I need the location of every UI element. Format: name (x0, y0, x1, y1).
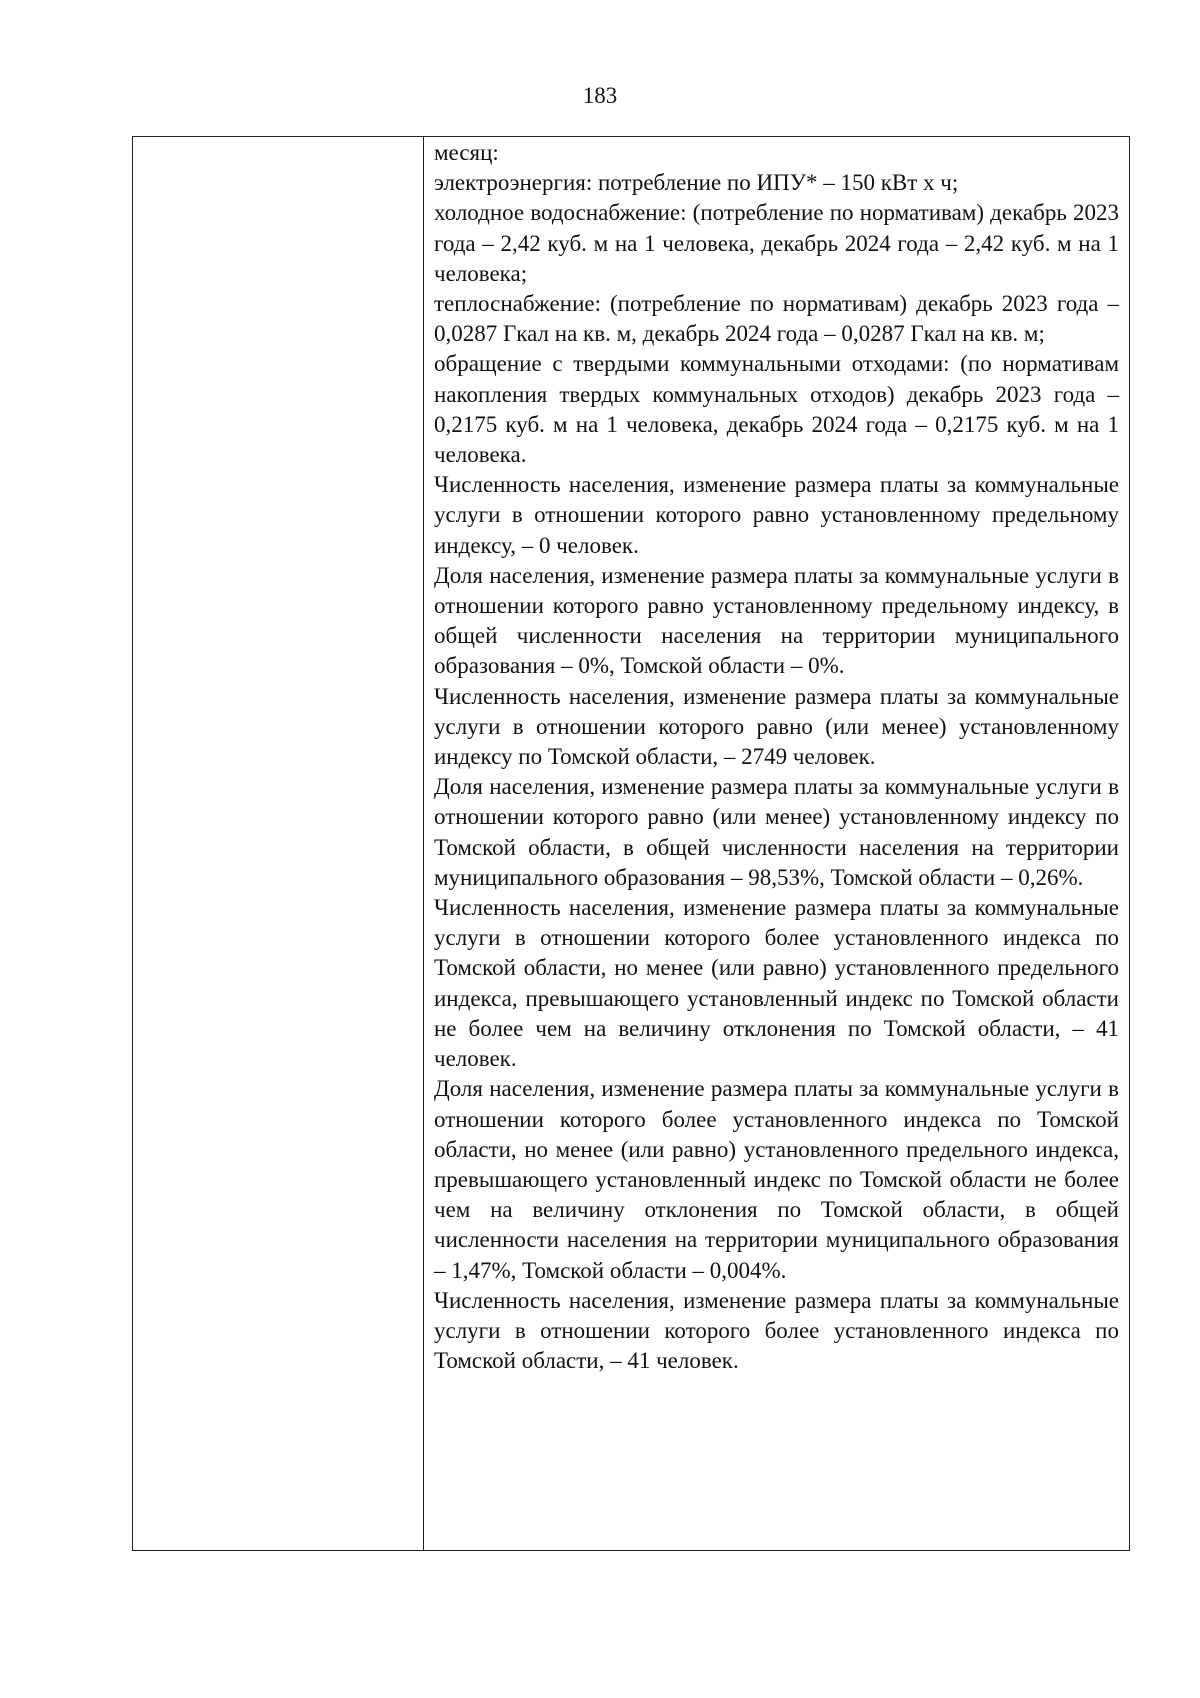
paragraph: теплоснабжение: (потребление по нормативам) декабрь 2023 года – 0,0287 Гкал на кв. м, декабрь 2024 года – 0,0287 Гкал на кв. м; (434, 291, 1119, 347)
paragraph: Доля населения, изменение размера платы за коммунальные услуги в отношении которого более установленного индекса по Томской области, но менее (или равно) установленного предельного индекса, превышающего установленный индекс по Томской области не более чем на величину отклонения по Томской области, в общей численности населения на территории муниципального образования – 1,47%, Томской области – 0,004%. (434, 1076, 1119, 1283)
paragraph: Доля населения, изменение размера платы за коммунальные услуги в отношении которого равно (или менее) установленному индексу по Томской области, в общей численности населения на территории муниципального образования – 98,53%, Томской области – 0,26%. (434, 774, 1119, 890)
table-right-cell (424, 137, 1129, 1550)
paragraph: электроэнергия: потребление по ИПУ* – 150 кВт х ч; (434, 170, 959, 196)
paragraph: обращение с твердыми коммунальными отходами: (по нормативам накопления твердых коммунальных отходов) декабрь 2023 года – 0,2175 куб. м на 1 человека, декабрь 2024 года – 0,2175 куб. м на 1 человека. (434, 351, 1119, 468)
paragraph: холодное водоснабжение: (потребление по нормативам) декабрь 2023 года – 2,42 куб. м на 1 человека, декабрь 2024 года – 2,42 куб. м на 1 человека; (434, 200, 1119, 286)
paragraph: месяц: (434, 140, 499, 165)
paragraph: Доля населения, изменение размера платы за коммунальные услуги в отношении которого равно установленному предельному индексу, в общей численности населения на территории муниципального образования – 0%, Томской области – 0%. (434, 562, 1119, 679)
paragraph: Численность населения, изменение размера платы за коммунальные услуги в отношении которого более установленного индекса по Томской области, – 41 человек. (434, 1287, 1119, 1374)
paragraph: Численность населения, изменение размера платы за коммунальные услуги в отношении которого равно установленному предельному индексу, – 0 человек. (434, 472, 1119, 558)
page-number: 183 (582, 83, 618, 108)
paragraph: Численность населения, изменение размера платы за коммунальные услуги в отношении которого равно (или менее) установленному индексу по Томской области, – 2749 человек. (434, 683, 1119, 770)
paragraph: Численность населения, изменение размера платы за коммунальные услуги в отношении которого более установленного индекса по Томской области, но менее (или равно) установленного предельного индекса, превышающего установленный индекс по Томской области не более чем на величину отклонения по Томской области, – 41 человек. (434, 895, 1119, 1072)
table-left-cell (133, 137, 424, 1550)
document-table (132, 136, 1130, 1551)
